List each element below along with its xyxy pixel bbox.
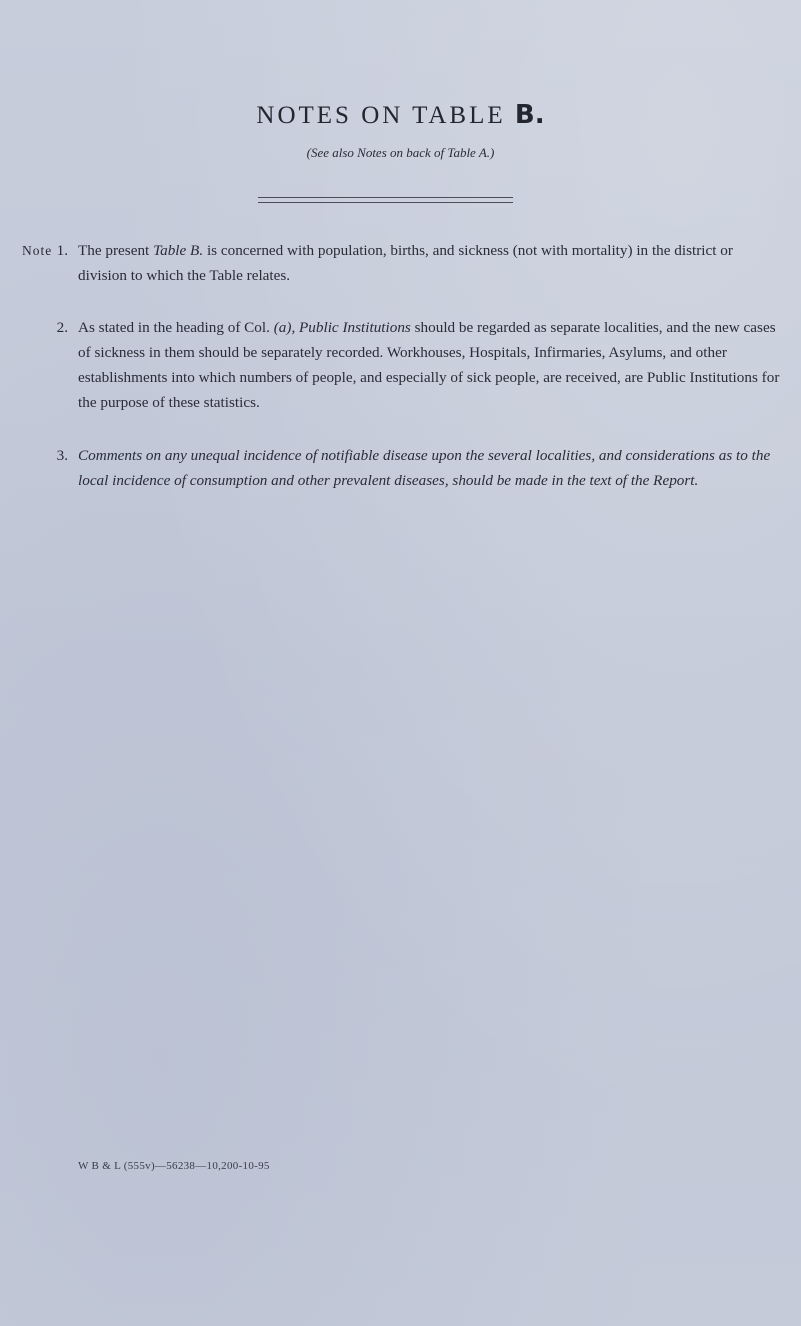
note-text: Comments on any unequal incidence of notifiable disease upon the several localities, and considerations as to the local incidence of consumption and other prevalent diseases, should be made in the text of the Report. — [78, 447, 771, 489]
table-reference: Table B. — [153, 242, 204, 259]
note-text-part: is concerned with population, births, and sickness (not with mortality) in the district or division to which the Table relates. — [78, 242, 733, 284]
note-text-part: As stated in the heading of Col. — [78, 319, 274, 336]
page-title — [0, 100, 801, 130]
title-main: NOTES ON TABLE — [256, 102, 506, 129]
page-subtitle: (See also Notes on back of Table A.) — [306, 145, 495, 160]
note-number: 1. — [56, 242, 68, 259]
note-label: Note — [22, 243, 53, 258]
title-table-letter: B. — [514, 100, 545, 130]
double-rule-divider — [258, 197, 513, 203]
note-text — [78, 315, 781, 415]
column-reference: (a) — [273, 319, 292, 336]
note-number: 3. — [56, 447, 68, 464]
public-institutions-term: Public Institutions — [299, 319, 411, 336]
note-text — [78, 238, 781, 288]
note-text-part: should be regarded as separate localities, and the new cases of sickness in them should be separately recorded. Workhouses, Hospitals, Infirmaries, Asylums, and other establishments into which numbers of people, and especially of sick people, are received, are Public Institutions for the purpose of these statistics. — [78, 319, 780, 411]
note-text-part: The present — [78, 242, 154, 259]
note-text-part: , — [291, 319, 300, 336]
printer-imprint: W B & L (555v)—56238—10,200-10-95 — [78, 1160, 270, 1172]
note-number: 2. — [56, 319, 68, 336]
